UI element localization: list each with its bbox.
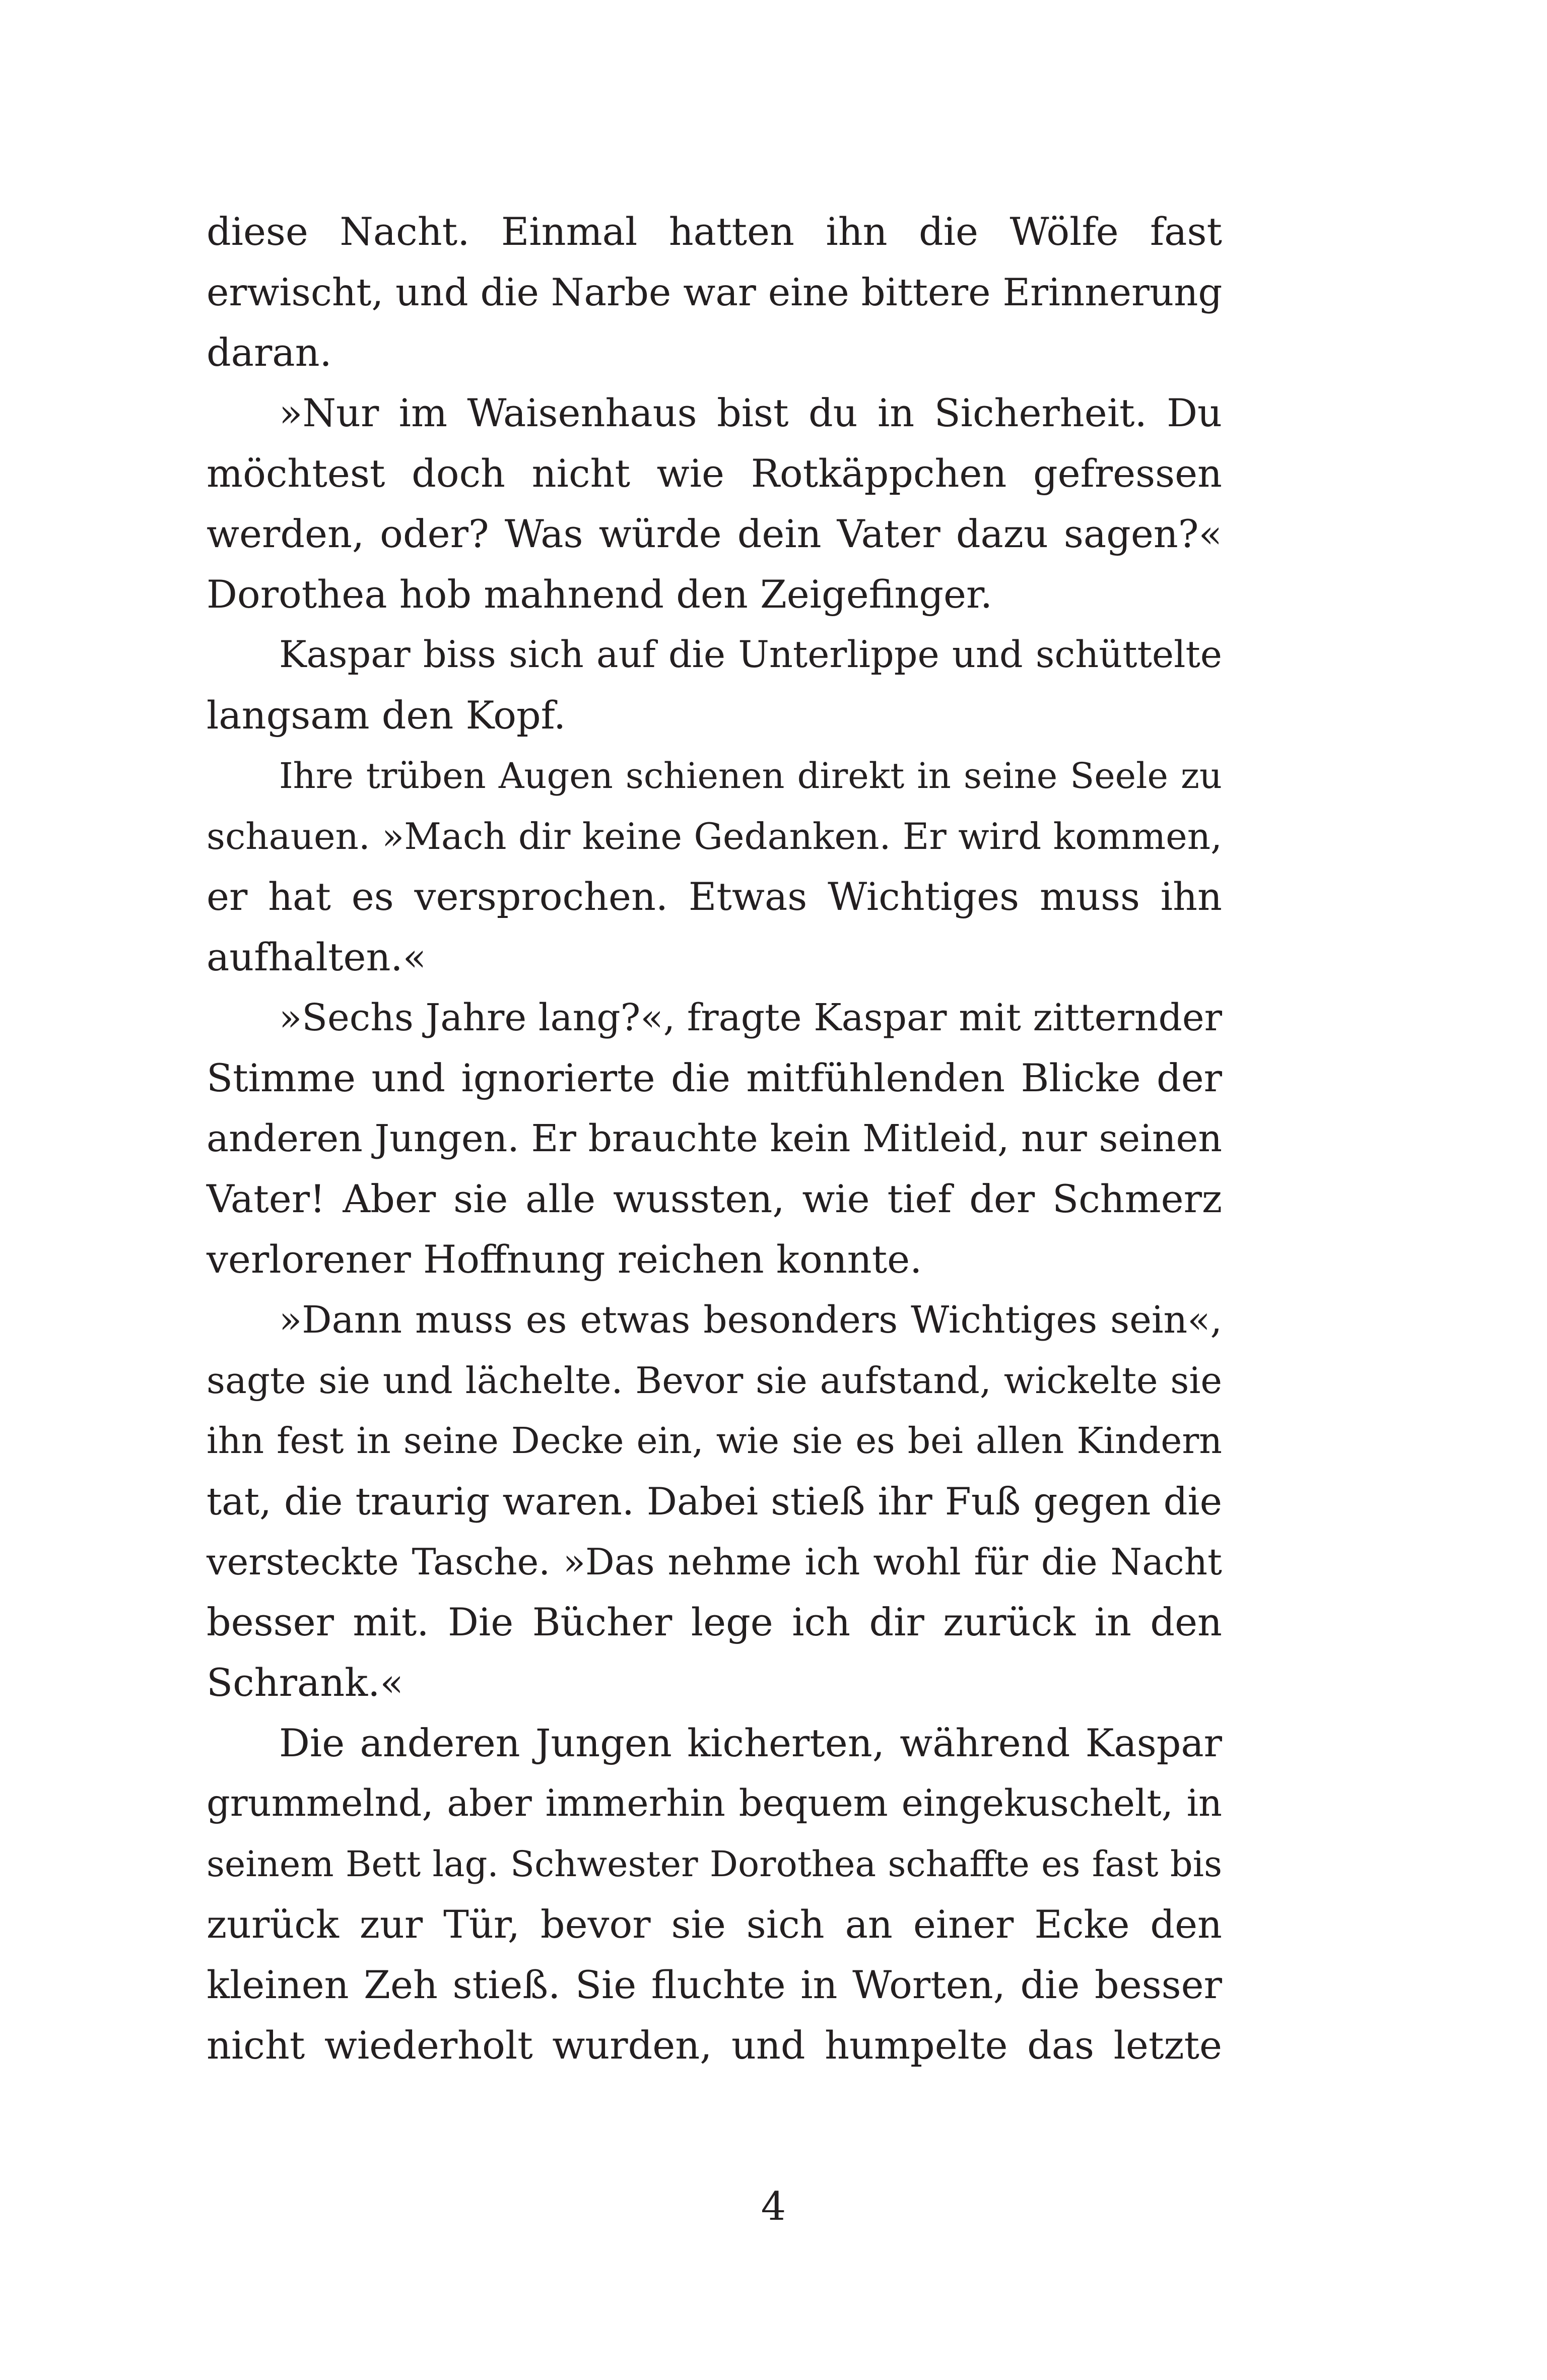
text-line: daran. — [207, 330, 332, 375]
text-line: »Nur im Waisenhaus bist du in Sicherheit. Du — [279, 390, 1222, 435]
body-text — [207, 202, 1222, 2076]
text-line: sagte sie und lächelte. Bevor sie aufstand, wickelte sie — [207, 1359, 1222, 1402]
text-line: Kaspar biss sich auf die Unterlippe und schüttelte — [279, 633, 1222, 676]
text-line: schauen. »Mach dir keine Gedanken. Er wird kommen, — [207, 815, 1222, 857]
text-line: tat, die traurig waren. Dabei stieß ihr Fuß gegen die — [207, 1479, 1222, 1524]
text-line: »Dann muss es etwas besonders Wichtiges sein«, — [279, 1298, 1222, 1342]
text-line: langsam den Kopf. — [207, 693, 566, 738]
text-line: Stimme und ignorierte die mitfühlenden Blicke der — [207, 1055, 1222, 1100]
text-line: Ihre trüben Augen schienen direkt in seine Seele zu — [279, 755, 1222, 797]
text-line: seinem Bett lag. Schwester Dorothea schaffte es fast bis — [207, 1843, 1222, 1885]
text-line: er hat es versprochen. Etwas Wichtiges muss ihn — [207, 874, 1222, 919]
text-line: grummelnd, aber immerhin bequem eingekuschelt, in — [207, 1782, 1222, 1825]
text-line: zurück zur Tür, bevor sie sich an einer Ecke den — [207, 1902, 1222, 1947]
text-line: Dorothea hob mahnend den Zeigefinger. — [207, 572, 993, 617]
text-line: nicht wiederholt wurden, und humpelte das letzte — [207, 2023, 1222, 2068]
text-line: »Sechs Jahre lang?«, fragte Kaspar mit zitternder — [279, 996, 1222, 1039]
text-line: anderen Jungen. Er brauchte kein Mitleid, nur seinen — [207, 1117, 1222, 1160]
text-line: Schrank.« — [207, 1660, 403, 1705]
text-line: werden, oder? Was würde dein Vater dazu sagen?« — [207, 511, 1222, 556]
text-line: kleinen Zeh stieß. Sie fluchte in Worten, die besser — [207, 1962, 1222, 2007]
text-line: erwischt, und die Narbe war eine bittere Erinnerung — [207, 270, 1223, 314]
page-number: 4 — [761, 2184, 786, 2229]
text-line: Vater! Aber sie alle wussten, wie tief der Schmerz — [207, 1176, 1222, 1221]
text-line: Die anderen Jungen kicherten, während Kaspar — [279, 1721, 1222, 1765]
text-line: verlorener Hoffnung reichen konnte. — [207, 1237, 922, 1282]
text-line: aufhalten.« — [207, 935, 427, 979]
text-line: besser mit. Die Bücher lege ich dir zurück in den — [207, 1600, 1222, 1644]
text-line: möchtest doch nicht wie Rotkäppchen gefressen — [207, 451, 1222, 496]
text-line: ihn fest in seine Decke ein, wie sie es bei allen Kindern — [207, 1420, 1222, 1462]
text-line: versteckte Tasche. »Das nehme ich wohl für die Nacht — [207, 1541, 1222, 1583]
text-line: diese Nacht. Einmal hatten ihn die Wölfe fast — [207, 209, 1222, 254]
